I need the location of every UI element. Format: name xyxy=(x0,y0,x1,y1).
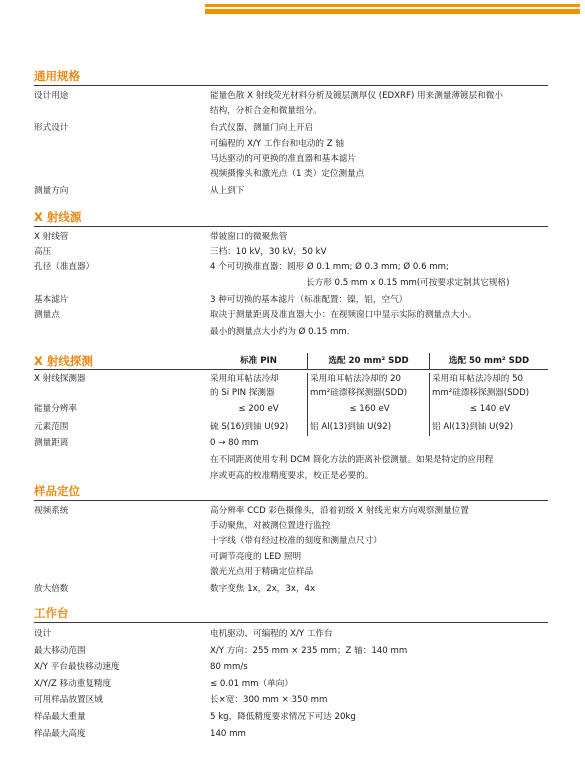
spec-value xyxy=(210,260,548,290)
spec-row xyxy=(34,626,548,643)
spec-row xyxy=(34,293,548,308)
spec-row xyxy=(34,260,548,290)
spec-value: 数字变焦 1x，2x，3x，4x xyxy=(210,584,316,595)
spec-label: X/Y 平台最快移动速度 xyxy=(34,662,120,673)
spec-value: 3 种可切换的基本滤片（标准配置：镍，铝，空气） xyxy=(210,294,408,305)
spec-value xyxy=(210,504,548,580)
spec-value xyxy=(210,89,548,119)
spec-value: ≤ 0.01 mm（单向） xyxy=(210,678,293,689)
spec-row xyxy=(34,308,548,340)
spec-label: 最大移动范围 xyxy=(34,645,86,656)
cell-line: 采用珀耳帖法冷却的 20 xyxy=(310,374,402,384)
spec-line: 视频摄像头和激光点（1 类）定位测量点 xyxy=(210,169,365,180)
spec-label: X 射线探测器 xyxy=(34,374,86,384)
spec-value: 电机驱动、可编程的 X/Y 工作台 xyxy=(210,629,333,639)
detector-cell xyxy=(307,373,429,400)
spec-label: 放大倍数 xyxy=(34,584,69,595)
cell-line: 的 Si PIN 探测器 xyxy=(210,387,275,398)
cell-line: mm²硅漂移探测器(SDD) xyxy=(432,387,530,398)
spec-value: 从上到下 xyxy=(210,186,245,197)
spec-label: X/Y/Z 移动重复精度 xyxy=(34,678,112,689)
detector-cell xyxy=(210,373,307,400)
section-title: 工作台 xyxy=(34,606,69,620)
spec-label: 基本滤片 xyxy=(34,294,69,305)
spec-value: 长×宽：300 mm × 350 mm xyxy=(210,695,328,706)
spec-line: 0 → 80 mm xyxy=(210,438,259,449)
detector-cell: ≤ 200 eV xyxy=(238,404,279,415)
spec-value: 带铍窗口的微聚焦管 xyxy=(210,232,288,242)
cell-line: 采用珀耳帖法冷却 xyxy=(210,374,279,384)
spec-row xyxy=(34,676,548,693)
section-xray-detector xyxy=(34,353,548,484)
spec-row xyxy=(34,709,548,726)
spec-line: 可编程的 X/Y 工作台和电动的 Z 轴 xyxy=(210,138,344,149)
section-general xyxy=(34,68,548,199)
spec-label: 视频系统 xyxy=(34,506,69,516)
spec-line: 手动聚焦，对被测位置进行监控 xyxy=(210,521,331,532)
spec-row xyxy=(34,436,548,484)
spec-label: 测量方向 xyxy=(34,186,69,197)
column-header-sdd-20: 选配 20 mm² SDD xyxy=(307,353,429,369)
cell-line: 采用珀耳帖法冷却的 50 xyxy=(432,374,524,384)
spec-value: 140 mm xyxy=(210,728,246,739)
spec-line: 长方形 0.5 mm x 0.15 mm(可按要求定制其它规格) xyxy=(306,277,510,288)
spec-label: 元素范围 xyxy=(34,422,69,433)
spec-value: 5 kg，降低精度要求情况下可达 20kg xyxy=(210,711,356,722)
spec-line: 能量色散 X 射线荧光材料分析及镀层测厚仪 (EDXRF) 用来测量薄镀层和微小 xyxy=(210,91,503,101)
detector-cell: 硫 S(16)到铀 U(92) xyxy=(210,422,289,433)
spec-label: 可用样品放置区域 xyxy=(34,695,103,706)
section-stage xyxy=(34,605,548,742)
spec-value xyxy=(210,436,548,484)
detector-row xyxy=(34,419,548,436)
spec-label: 样品最大高度 xyxy=(34,728,86,739)
spec-line: 最小的测量点大小约为 Ø 0.15 mm. xyxy=(210,327,350,338)
spec-label: X 射线管 xyxy=(34,232,69,242)
header-accent-bar-thick xyxy=(205,9,580,14)
spec-label: 测量距离 xyxy=(34,438,69,449)
detector-cell xyxy=(429,373,548,400)
spec-value: X/Y 方向：255 mm × 235 mm；Z 轴：140 mm xyxy=(210,645,408,656)
spec-row xyxy=(34,184,548,199)
spec-row xyxy=(34,121,548,182)
spec-value: 三档：10 kV，30 kV，50 kV xyxy=(210,247,327,258)
spec-label: 能量分辨率 xyxy=(34,404,77,415)
spec-label: 设计 xyxy=(34,629,52,639)
spec-line: 取决于测量距离及准直器大小：在视频窗口中显示实际的测量点大小。 xyxy=(210,310,477,321)
spec-line: 序或更高的校准精度要求，校正是必要的。 xyxy=(210,470,374,481)
spec-row xyxy=(34,692,548,709)
column-header-standard-pin: 标准 PIN xyxy=(240,356,277,366)
spec-row xyxy=(34,230,548,245)
spec-row xyxy=(34,582,548,597)
detector-header-row xyxy=(34,353,548,369)
detector-cell: ≤ 160 eV xyxy=(307,400,429,419)
spec-label: 形式设计 xyxy=(34,123,69,134)
spec-line: 台式仪器，测量门向上开启 xyxy=(210,123,314,134)
spec-row xyxy=(34,643,548,660)
spec-row xyxy=(34,726,548,743)
section-title: X 射线源 xyxy=(34,210,82,224)
detector-row xyxy=(34,400,548,419)
spec-value: 80 mm/s xyxy=(210,662,248,673)
detector-cell: 铝 Al(13)到铀 U(92) xyxy=(429,419,548,436)
spec-line: 结构，分析合金和微量组分。 xyxy=(210,106,322,117)
spec-line: 激光光点用于精确定位样品 xyxy=(210,566,314,577)
column-header-sdd-50: 选配 50 mm² SDD xyxy=(429,353,548,369)
spec-line: 可调节亮度的 LED 照明 xyxy=(210,551,302,562)
spec-row xyxy=(34,659,548,676)
detector-cell: 铝 Al(13)到铀 U(92) xyxy=(307,419,429,436)
section-title: 通用规格 xyxy=(34,69,80,83)
spec-label: 高压 xyxy=(34,247,52,258)
section-title: X 射线探测 xyxy=(34,354,93,368)
cell-line: mm²硅漂移探测器(SDD) xyxy=(310,387,408,398)
spec-value xyxy=(210,308,548,340)
detector-cell: ≤ 140 eV xyxy=(429,400,548,419)
spec-line: 十字线（带有经过校准的刻度和测量点尺寸） xyxy=(210,536,382,547)
spec-value xyxy=(210,121,548,182)
spec-row xyxy=(34,89,548,119)
spec-line: 在不同距离使用专利 DCM 简化方法的距离补偿测量。如果是特定的应用程 xyxy=(210,455,494,466)
spec-label: 样品最大重量 xyxy=(34,711,86,722)
spec-row xyxy=(34,504,548,580)
section-sample-positioning xyxy=(34,483,548,597)
section-title: 样品定位 xyxy=(34,484,80,498)
detector-row xyxy=(34,373,548,400)
spec-line: 高分辨率 CCD 彩色摄像头，沿着初级 X 射线光束方向观察测量位置 xyxy=(210,506,469,516)
header-accent-bar-thin xyxy=(205,4,580,7)
spec-label: 测量点 xyxy=(34,310,60,321)
spec-line: 4 个可切换准直器：圆形 Ø 0.1 mm; Ø 0.3 mm; Ø 0.6 mm; xyxy=(210,262,449,273)
spec-line: 马达驱动的可更换的准直器和基本滤片 xyxy=(210,153,357,164)
spec-label: 设计用途 xyxy=(34,91,69,101)
spec-label: 孔径（准直器） xyxy=(34,262,95,273)
section-xray-source xyxy=(34,209,548,340)
spec-row xyxy=(34,245,548,260)
